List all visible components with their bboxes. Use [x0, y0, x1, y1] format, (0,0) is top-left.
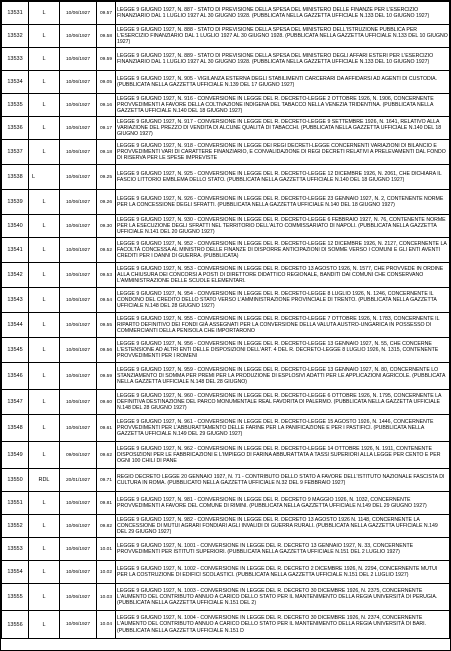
record-number: 13535: [2, 94, 29, 117]
record-number: 13553: [2, 538, 29, 561]
table-row: [2, 363, 450, 390]
record-reference: 09.61: [97, 415, 116, 442]
record-number: 13554: [2, 561, 29, 584]
record-reference: 09.30: [97, 215, 116, 238]
record-reference: 09.55: [97, 313, 116, 338]
record-number: 13550: [2, 469, 29, 492]
record-number: 13539: [2, 190, 29, 215]
record-reference: 09.62: [97, 442, 116, 469]
record-date: 10/06/1927: [60, 25, 97, 48]
record-type: L: [29, 71, 60, 94]
record-number: 13552: [2, 515, 29, 538]
record-type: L: [29, 390, 60, 415]
record-reference: 09.25: [97, 165, 116, 190]
record-number: 13556: [2, 611, 29, 639]
table-row: [2, 469, 450, 492]
table-row: [2, 215, 450, 238]
record-date: 10/06/1927: [60, 165, 97, 190]
record-reference: 09.52: [97, 238, 116, 263]
record-type: L: [29, 313, 60, 338]
record-description: LEGGE 9 GIUGNO 1927, N. 960 - CONVERSIONE IN LEGGE DEL R. DECRETO-LEGGE 6 OTTOBRE 1926, N. 1795, CONCERNENTE LA DEFINITIVA DESTINAZIONE DEL PARCO MONUMENTALE REAL FAVORITA DI PALERMO. (PUBBLICATA NELLA GAZZETTA UFFICIALE N.148 DEL 28 GIUGNO 1927): [116, 390, 450, 415]
record-reference: 09.26: [97, 190, 116, 215]
record-date: 10/06/1927: [60, 238, 97, 263]
record-reference: 10.01: [97, 538, 116, 561]
record-type: L: [29, 48, 60, 71]
record-date: 10/06/1927: [60, 71, 97, 94]
record-number: 13542: [2, 263, 29, 288]
record-date: 10/06/1927: [60, 190, 97, 215]
table-row: [2, 584, 450, 611]
record-type: L: [29, 611, 60, 639]
record-description: LEGGE 9 GIUGNO 1927, N. 952 - CONVERSIONE IN LEGGE DEL R. DECRETO-LEGGE 12 DICEMBRE 1926, N. 2127, CONCERNENTE LA FACOLTÀ CONCESSA AL MINISTRO DELLE FINANZE DI DISPORRE ANTICIPAZIONI DI SOMME VERSO I COMUNI E GLI ENTI AVENTI CREDITI PER I DANNI DI GUERRA. (PUBBLICATA): [116, 238, 450, 263]
record-type: L: [29, 415, 60, 442]
record-number: 13547: [2, 390, 29, 415]
record-date: 10/06/1927: [60, 2, 97, 25]
record-type: L: [29, 584, 60, 611]
record-date: 10/06/1927: [60, 313, 97, 338]
record-reference: 09.59: [97, 363, 116, 390]
record-description: LEGGE 9 GIUGNO 1927, N. 982 - CONVERSIONE IN LEGGE DEL R. DECRETO 13 AGOSTO 1926 N. 1148, CONCERNENTE LA CONCESSIONE DI MUTUI AGRARI FONDIARI AGLI INVALIDI DI GUERRA RURALI. (PUBBLICATA NELLA GAZZETTA UFFICIALE N.149 DEL 29 GIUGNO 1927): [116, 515, 450, 538]
record-type: L: [29, 338, 60, 363]
record-type: L: [29, 288, 60, 313]
record-reference: 09.16: [97, 94, 116, 117]
record-reference: 09.59: [97, 48, 116, 71]
record-number: 13534: [2, 71, 29, 94]
registry-rows: [2, 2, 450, 639]
record-number: 13537: [2, 140, 29, 165]
record-description: LEGGE 9 GIUGNO 1927, N. 918 - CONVERSIONE IN LEGGE DEI REGI DECRETI-LEGGE CONCERNENTI VARIAZIONI DI BILANCIO E PROVVEDIMENTI VARI DI CARATTERE FINANZIARIO, E CONVALIDAZIONE DI REGI DECRETI RELATIVI A PRELEVAMENTI DAL FONDO DI RISERVA PER LE SPESE IMPREVISTE: [116, 140, 450, 165]
record-reference: 09.71: [97, 469, 116, 492]
record-reference: 09.17: [97, 117, 116, 140]
record-description: LEGGE 9 GIUGNO 1927, N. 1001 - CONVERSIONE IN LEGGE DEL R. DECRETO 13 GENNAIO 1927, N. 33, CONCERNENTE PROVVEDIMENTI PER ISTITUTI SUPERIORI. (PUBBLICATA NELLA GAZZETTA UFFICIALE N.151 DEL 2 LUGLIO 1927): [116, 538, 450, 561]
table-row: [2, 561, 450, 584]
record-number: 13551: [2, 492, 29, 515]
table-row: [2, 94, 450, 117]
record-date: 10/06/1927: [60, 611, 97, 639]
record-reference: 09.05: [97, 71, 116, 94]
record-description: LEGGE 9 GIUGNO 1927, N. 1004 - CONVERSIONE IN LEGGE DEL R. DECRETO 30 DICEMBRE 1926, N. 2374, CONCERNENTE L'AUMENTO DEL CONTRIBUTO ANNUO A CARICO DELLO STATO PER IL MANTENIMENTO DELLA REGIA UNIVERSITÀ DI BARI. (PUBBLICATA NELLA GAZZETTA UFFICIALE N.151 D: [116, 611, 450, 639]
table-row: [2, 611, 450, 639]
table-row: [2, 71, 450, 94]
record-description: LEGGE 9 GIUGNO 1927, N. 916 - CONVERSIONE IN LEGGE DEL R. DECRETO-LEGGE 2 OTTOBRE 1926, N. 1906, CONCERNENTE PROVVEDIMENTI A FAVORE DELLA COLTIVAZIONE INDIGENA DEL TABACCO NELLA VENEZIA TRIDENTINA. (PUBBLICATA NELLA GAZZETTA UFFICIALE N.140 DEL 18 GIUGNO 1927): [116, 94, 450, 117]
record-type: L: [29, 190, 60, 215]
record-number: 13549: [2, 442, 29, 469]
table-row: [2, 117, 450, 140]
record-number: 13545: [2, 338, 29, 363]
record-number: 13538: [2, 165, 29, 190]
record-date: 10/06/1927: [60, 48, 97, 71]
record-number: 13544: [2, 313, 29, 338]
record-description: LEGGE 9 GIUGNO 1927, N. 905 - VIGILANZA ESTERNA DEGLI STABILIMENTI CARCERARI DA AFFIDARSI AD AGENTI DI CUSTODIA. (PUBBLICATA NELLA GAZZETTA UFFICIALE N.139 DEL 17 GIUGNO 1927): [116, 71, 450, 94]
record-date: 10/06/1927: [60, 492, 97, 515]
record-number: 13541: [2, 238, 29, 263]
record-description: LEGGE 9 GIUGNO 1927, N. 962 - CONVERSIONE IN LEGGE DEL R. DECRETO-LEGGE 14 OTTOBRE 1926, N. 1911, CONTENENTE DISPOSIZIONI PER LE FABBRICAZIONI E L'IMPIEGO DI FARINA ABBURATTATA A TASSI SUPERIORI ALLA LEGGE PER CENTO E PER OGNI 100 CHILI DI PANE: [116, 442, 450, 469]
record-date: 10/06/1927: [60, 390, 97, 415]
record-date: 20/01/1927: [60, 469, 97, 492]
record-type: L: [29, 140, 60, 165]
record-date: 10/06/1927: [60, 515, 97, 538]
table-row: [2, 48, 450, 71]
record-reference: 09.54: [97, 288, 116, 313]
record-date: 10/06/1927: [60, 140, 97, 165]
record-description: LEGGE 9 GIUGNO 1927, N. 926 - CONVERSIONE IN LEGGE DEL R. DECRETO-LEGGE 23 GENNAIO 1927, N. 2, CONTENENTE NORME PER LA CONCESSIONE DEGLI SFRATTI. (PUBBLICATA NELLA GAZZETTA UFFICIALE N.140 DEL 18 GIUGNO 1927): [116, 190, 450, 215]
table-row: [2, 238, 450, 263]
record-date: 10/06/1927: [60, 94, 97, 117]
record-reference: 09.57: [97, 2, 116, 25]
record-date: 10/06/1927: [60, 215, 97, 238]
record-reference: 09.82: [97, 515, 116, 538]
record-type: L: [29, 263, 60, 288]
record-reference: 10.03: [97, 584, 116, 611]
record-date: 10/06/1927: [60, 117, 97, 140]
record-reference: 09.60: [97, 390, 116, 415]
table-row: [2, 415, 450, 442]
record-description: LEGGE 9 GIUGNO 1927, N. 887 - STATO DI PREVISIONE DELLA SPESA DEL MINISTERO DELLE FINANZE PER L'ESERCIZIO FINANZIARIO DAL 1 LUGLIO 1927 AL 30 GIUGNO 1928. (PUBBLICATA NELLA GAZZETTA UFFICIALE N.133 DEL 10 GIUGNO 1927): [116, 2, 450, 25]
record-number: 13540: [2, 215, 29, 238]
record-date: 10/06/1927: [60, 415, 97, 442]
record-type: L: [29, 2, 60, 25]
record-number: 13533: [2, 48, 29, 71]
record-description: LEGGE 9 GIUGNO 1927, N. 917 - CONVERSIONE IN LEGGE DEL R. DECRETO-LEGGE 9 SETTEMBRE 1926, N. 1641, RELATIVO ALLA VARIAZIONE DEL PREZZO DI VENDITA DI ALCUNE QUALITÀ DI TABACCHI. (PUBBLICATA NELLA GAZZETTA UFFICIALE N.140 DEL 18 GIUGNO 1927): [116, 117, 450, 140]
record-date: 10/06/1927: [60, 288, 97, 313]
record-type: L: [29, 25, 60, 48]
record-reference: 10.02: [97, 561, 116, 584]
record-type: L: [29, 561, 60, 584]
table-row: [2, 2, 450, 25]
record-description: LEGGE 9 GIUGNO 1927, N. 956 - CONVERSIONE IN LEGGE DEL R. DECRETO-LEGGE 13 GENNAIO 1927, N. 55, CHE CONCERNE L'ESTENSIONE AD ALTRI ENTI DELLE DISPOSIZIONI DELL'ART. 4 DEL R. DECRETO-LEGGE 8 LUGLIO 1926, N. 1315, CONTENENTE PROVVEDIMENTI PER I ROMENI: [116, 338, 450, 363]
record-description: LEGGE 9 GIUGNO 1927, N. 930 - CONVERSIONE IN LEGGE DEL R. DECRETO-LEGGE 6 FEBBRAIO 1927, N. 76, CONTENENTE NORME PER LA ESECUZIONE DEGLI SFRATTI NEL TERRITORIO DELL'ALTO COMMISSARIATO DI NAPOLI. (PUBBLICATA NELLA GAZZETTA UFFICIALE N.141 DEL 20 GIUGNO 1927): [116, 215, 450, 238]
registry-table: [1, 1, 450, 639]
record-number: 13531: [2, 2, 29, 25]
record-reference: 09.18: [97, 140, 116, 165]
record-type: L: [29, 238, 60, 263]
table-row: [2, 492, 450, 515]
record-number: 13536: [2, 117, 29, 140]
record-type: L: [29, 215, 60, 238]
record-type: L: [29, 165, 60, 190]
table-row: [2, 313, 450, 338]
record-type: L: [29, 538, 60, 561]
table-row: [2, 515, 450, 538]
record-description: LEGGE 9 GIUGNO 1927, N. 955 - CONVERSIONE IN LEGGE DEL R. DECRETO-LEGGE 7 OTTOBRE 1926, N. 1783, CONCERNENTE IL RIPARTO DEFINITIVO DEI FONDI GIÀ ASSEGNATI PER LA CONVERSIONE DELLA VALUTA AUSTRO-UNGARICA IN POSSESSO DI COMMERCIANTI DELLA PENISOLA CHE IMPORTARONO: [116, 313, 450, 338]
record-description: LEGGE 9 GIUGNO 1927, N. 889 - STATO DI PREVISIONE DELLA SPESA DEL MINISTERO DEGLI AFFARI ESTERI PER L'ESERCIZIO FINANZIARIO DAL 1 LUGLIO 1927 AL 30 GIUGNO 1928. (PUBBLICATA NELLA GAZZETTA UFFICIALE N.133 DEL 10 GIUGNO 1927): [116, 48, 450, 71]
table-row: [2, 288, 450, 313]
record-type: L: [29, 442, 60, 469]
table-row: [2, 442, 450, 469]
record-description: LEGGE 9 GIUGNO 1927, N. 959 - CONVERSIONE IN LEGGE DEL R. DECRETO-LEGGE 13 GENNAIO 1927, N. 80, CONCERNENTE LO STANZIAMENTO DI SOMMA PER PREMI PER LA PRODUZIONE DI ESPLOSIVI ADATTI PER LE APPLICAZIONI AGRICOLE. (PUBBLICATA NELLA GAZZETTA UFFICIALE N.148 DEL 28 GIUGNO): [116, 363, 450, 390]
record-date: 10/06/1927: [60, 363, 97, 390]
record-description: LEGGE 9 GIUGNO 1927, N. 1002 - CONVERSIONE IN LEGGE DEL R. DECRETO 2 DICEMBRE 1926, N. 2294, CONCERNENTE MUTUI PER LA COSTRUZIONE DI EDIFICI SCOLASTICI. (PUBBLICATA NELLA GAZZETTA UFFICIALE N.151 DEL 2 LUGLIO 1927): [116, 561, 450, 584]
record-number: 13543: [2, 288, 29, 313]
record-reference: 09.53: [97, 263, 116, 288]
record-type: L: [29, 492, 60, 515]
record-reference: 09.56: [97, 338, 116, 363]
record-number: 13532: [2, 25, 29, 48]
table-row: [2, 165, 450, 190]
table-row: [2, 338, 450, 363]
record-date: 10/06/1927: [60, 338, 97, 363]
record-date: 09/06/1927: [60, 442, 97, 469]
table-row: [2, 263, 450, 288]
record-date: 10/06/1927: [60, 538, 97, 561]
record-reference: 09.58: [97, 25, 116, 48]
record-description: LEGGE 9 GIUGNO 1927, N. 1003 - CONVERSIONE IN LEGGE DEL R. DECRETO 30 DICEMBRE 1926, N. 2375, CONCERNENTE L'AUMENTO DEL CONTRIBUTO ANNUO A CARICO DELLO STATO PER IL MANTENIMENTO DELLA REGIA UNIVERSITÀ DI PERUGIA. (PUBBLICATA NELLA GAZZETTA UFFICIALE N.151 DEL 2): [116, 584, 450, 611]
record-number: 13555: [2, 584, 29, 611]
record-reference: 09.81: [97, 492, 116, 515]
table-row: [2, 190, 450, 215]
table-row: [2, 140, 450, 165]
record-date: 10/06/1927: [60, 263, 97, 288]
record-description: LEGGE 9 GIUGNO 1927, N. 954 - CONVERSIONE IN LEGGE DEL R. DECRETO-LEGGE 8 LUGLIO 1926, N. 1246, CONCERNENTE IL CONDONO DEL CREDITO DELLO STATO VERSO L'AMMINISTRAZIONE PROVINCIALE DI TRENTO. (PUBBLICATA NELLA GAZZETTA UFFICIALE N.148 DEL 28 GIUGNO 1927): [116, 288, 450, 313]
record-description: LEGGE 9 GIUGNO 1927, N. 961 - CONVERSIONE IN LEGGE DEL R. DECRETO-LEGGE 15 AGOSTO 1926, N. 1446, CONCERNENTE PROVVEDIMENTI PER L'ABBURATTAMENTO DELLE FARINE PER LA PANIFICAZIONE E PER I PASTIFICI. (PUBBLICATA NELLA GAZZETTA UFFICIALE N.149 DEL 29 GIUGNO 1927): [116, 415, 450, 442]
record-type: L: [29, 94, 60, 117]
record-description: LEGGE 9 GIUGNO 1927, N. 888 - STATO DI PREVISIONE DELLA SPESA DEL MINISTERO DELL'ISTRUZIONE PUBBLICA PER L'ESERCIZIO FINANZIARIO DAL 1 LUGLIO 1927 AL 30 GIUGNO 1928. (PUBBLICATA NELLA GAZZETTA UFFICIALE N.133 DEL 10 GIUGNO 1927): [116, 25, 450, 48]
record-number: 13548: [2, 415, 29, 442]
record-reference: 10.04: [97, 611, 116, 639]
record-description: LEGGE 9 GIUGNO 1927, N. 953 - CONVERSIONE IN LEGGE DEL R. DECRETO 13 AGOSTO 1926, N. 1577, CHE PROVVEDE IN ORDINE ALLA CHIUSURA DEI CONCORSI A POSTI DI DIRETTORE DIDATTICO REGIONALE, BANDITI DAI COMUNI CHE CONSERVANO L'AMMINISTRAZIONE DELLE SCUOLE ELEMENTARI.: [116, 263, 450, 288]
record-description: LEGGE 9 GIUGNO 1927, N. 981 - CONVERSIONE IN LEGGE DEL R. DECRETO 9 MAGGIO 1926, N. 1032, CONCERNENTE PROVVEDIMENTI A FAVORE DEL COMUNE DI RIMINI. (PUBBLICATA NELLA GAZZETTA UFFICIALE N.149 DEL 29 GIUGNO 1927): [116, 492, 450, 515]
record-description: REGIO DECRETO LEGGE 20 GENNAIO 1927, N. 71 - CONTRIBUTO DELLO STATO A FAVORE DELL'ISTITUTO NAZIONALE FASCISTA DI CULTURA IN ROMA. (PUBBLICATO NELLA GAZZETTA UFFICIALE N.32 DEL 9 FEBBRAIO 1927): [116, 469, 450, 492]
table-row: [2, 390, 450, 415]
record-date: 10/06/1927: [60, 561, 97, 584]
record-number: 13546: [2, 363, 29, 390]
record-type: L: [29, 363, 60, 390]
table-row: [2, 25, 450, 48]
record-type: RDL: [29, 469, 60, 492]
record-description: LEGGE 9 GIUGNO 1927, N. 925 - CONVERSIONE IN LEGGE DEL R. DECRETO-LEGGE 12 DICEMBRE 1926, N. 2061, CHE DICHIARA IL FASCIO LITTORIO EMBLEMA DELLO STATO. (PUBBLICATA NELLA GAZZETTA UFFICIALE N.140 DEL 18 GIUGNO 1927): [116, 165, 450, 190]
record-date: 10/06/1927: [60, 584, 97, 611]
table-row: [2, 538, 450, 561]
record-type: L: [29, 515, 60, 538]
record-type: L: [29, 117, 60, 140]
